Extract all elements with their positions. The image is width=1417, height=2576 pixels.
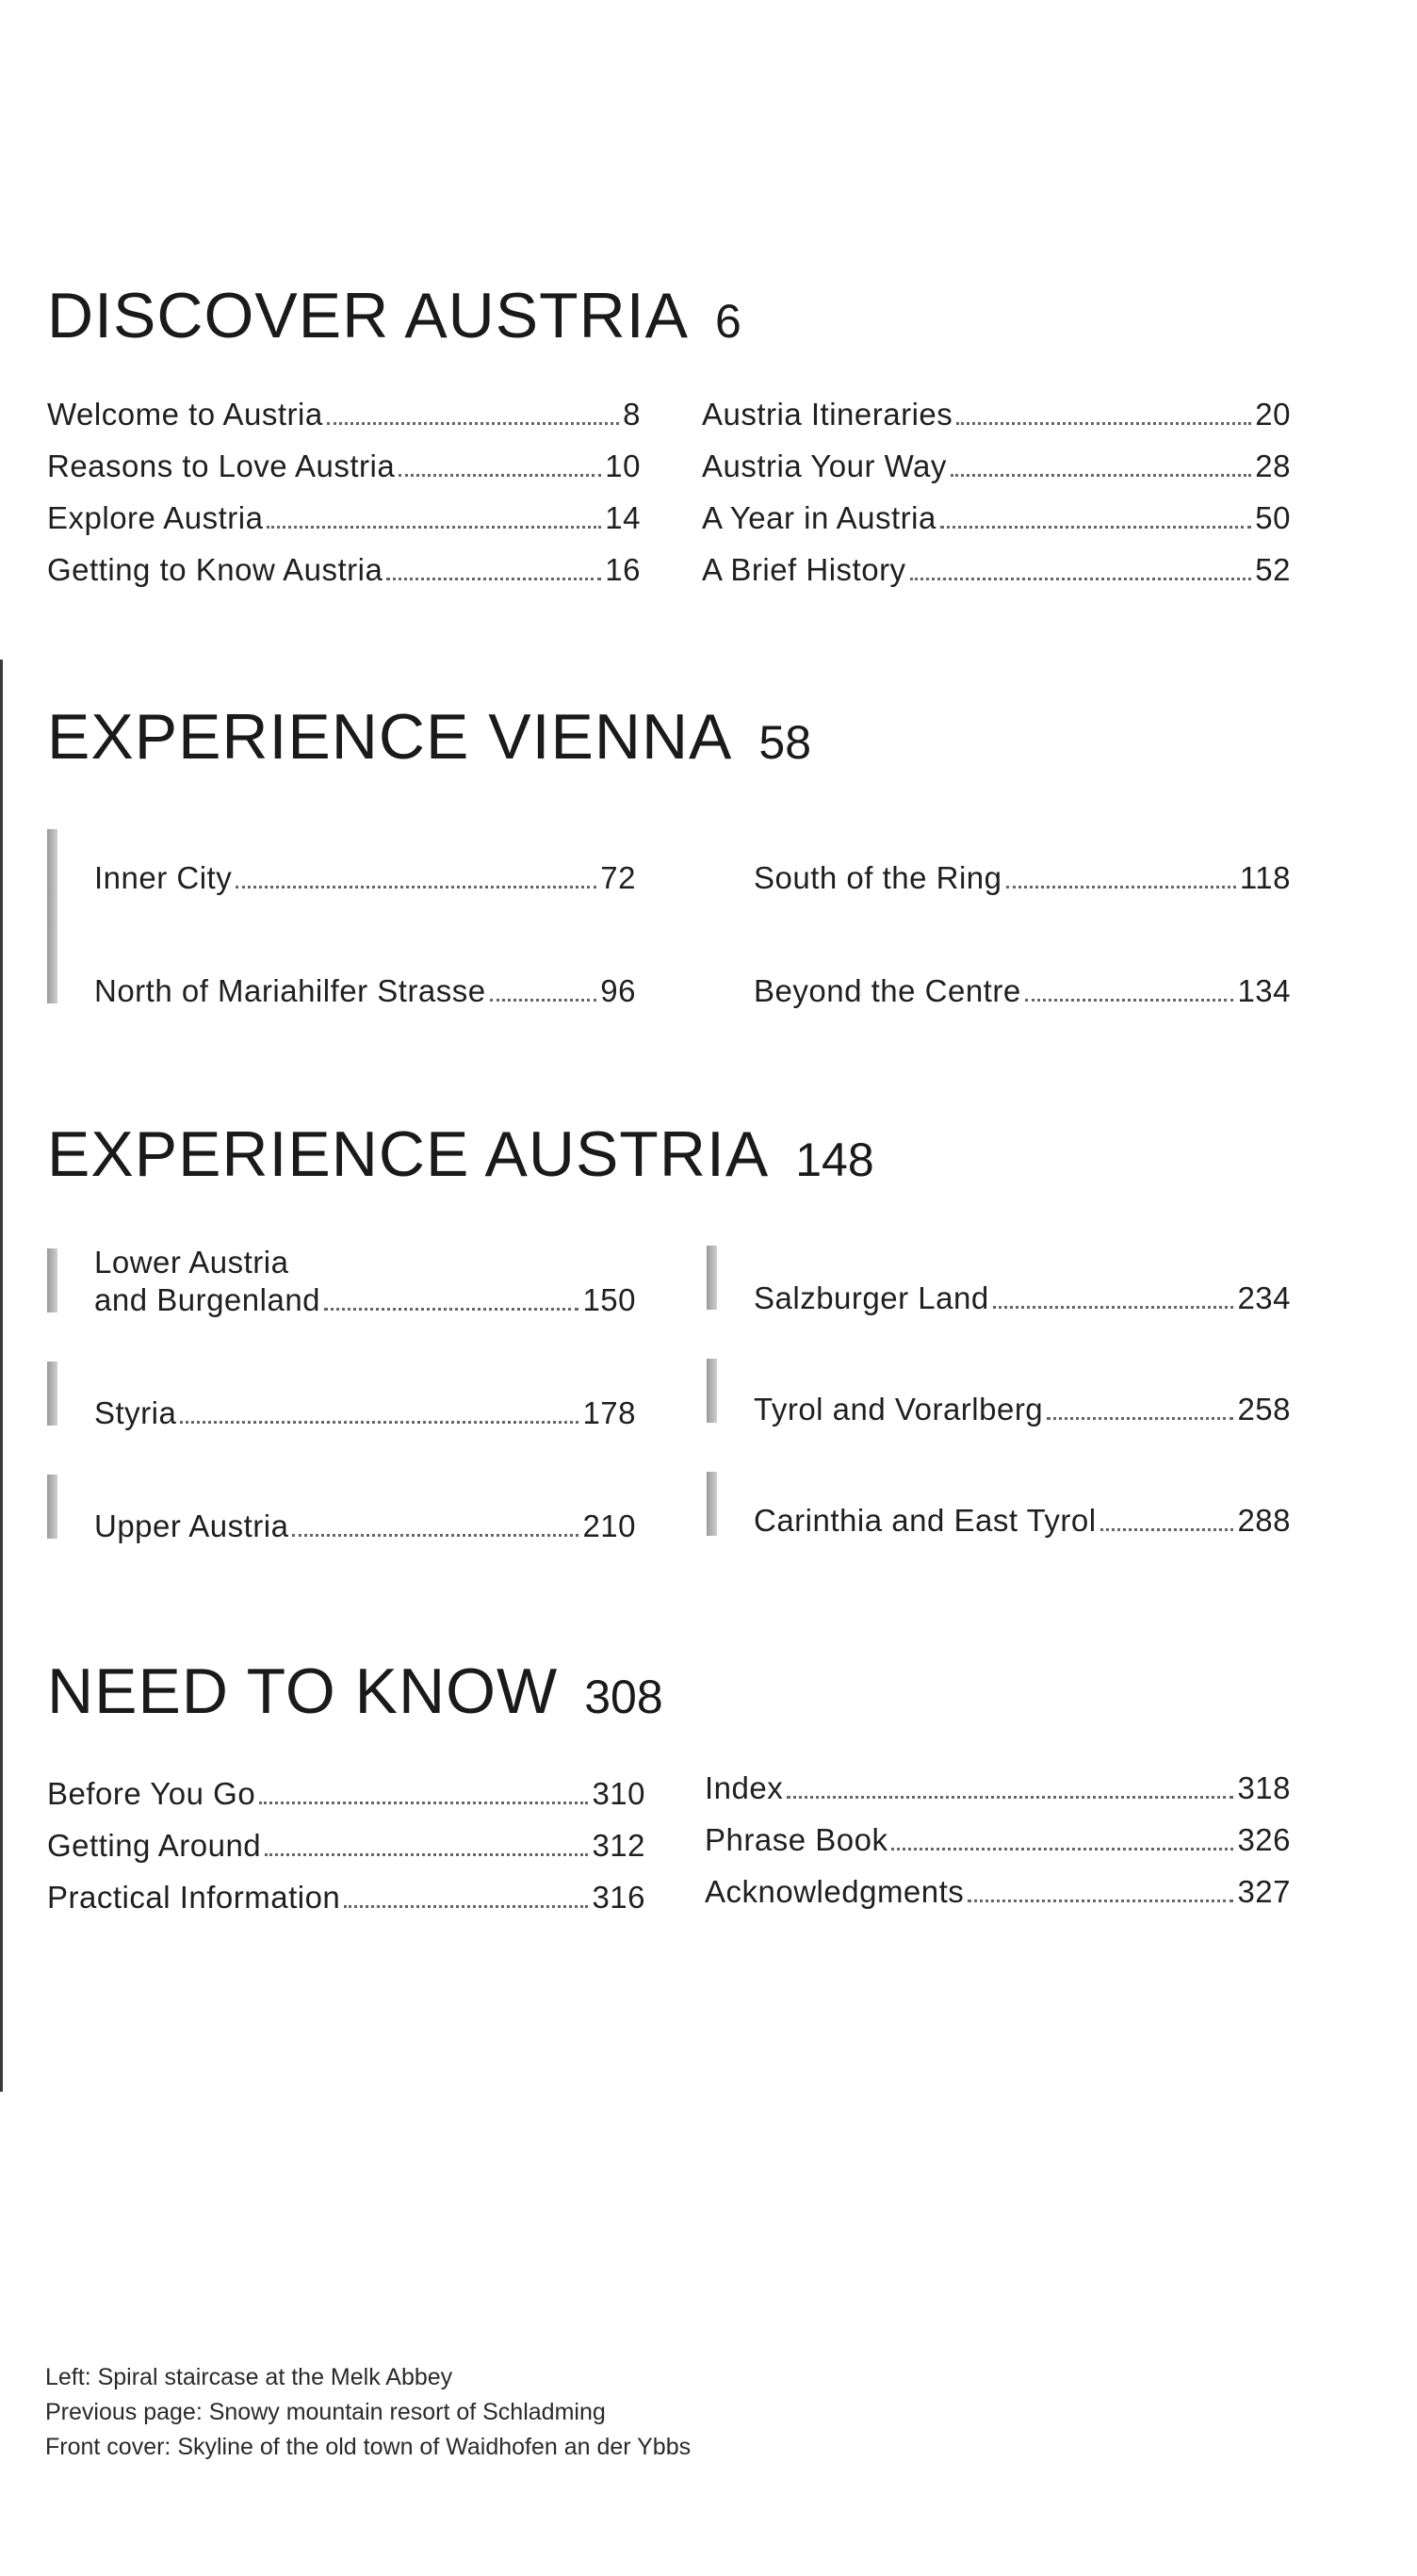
section-page-number: 58 [758,716,812,769]
leader-dots [259,1802,588,1804]
toc-entry-label: Getting Around [47,1828,262,1863]
section-color-bar [47,1361,57,1426]
toc-entry-page: 234 [1237,1280,1291,1315]
leader-dots [951,474,1251,477]
toc-entry-label: Upper Austria [94,1508,289,1543]
toc-entry-page: 310 [592,1776,645,1811]
section-title-text: EXPERIENCE AUSTRIA [47,1118,770,1190]
toc-entry-page: 316 [592,1880,645,1915]
toc-entry-label: Salzburger Land [754,1280,989,1315]
toc-entry-label: Phrase Book [705,1822,888,1857]
section-need-to-know [47,1654,1291,1735]
caption-left: Left: Spiral staircase at the Melk Abbey [45,2364,453,2390]
toc-entry-page: 96 [600,973,636,1008]
toc-entry[interactable] [754,859,1291,897]
section-title [47,1117,1291,1198]
toc-entry[interactable] [705,1821,1291,1859]
toc-entry-label: Getting to Know Austria [47,552,383,587]
toc-entry-page: 318 [1237,1770,1291,1805]
toc-entry-page: 10 [605,448,641,483]
section-color-bar [47,1475,57,1539]
toc-entry-label: A Year in Austria [702,500,937,535]
toc-entry-label: Acknowledgments [705,1874,965,1909]
toc-entry-label: Tyrol and Vorarlberg [754,1392,1044,1427]
leader-dots [1025,999,1234,1002]
leader-dots [324,1308,578,1311]
toc-entry-page: 326 [1237,1822,1291,1857]
toc-entry[interactable] [702,499,1291,537]
toc-entry[interactable] [47,1827,645,1865]
photo-captions [45,2360,691,2465]
toc-entry-page: 178 [582,1395,636,1430]
leader-dots [386,578,601,580]
section-color-bar [47,1248,57,1312]
toc-entry[interactable] [754,972,1291,1010]
section-experience-vienna [47,699,1291,780]
section-color-bar [707,1359,717,1423]
toc-entry[interactable] [94,1508,636,1545]
toc-entry[interactable] [47,499,641,537]
section-title-text: NEED TO KNOW [47,1655,559,1727]
leader-dots [267,526,601,529]
leader-dots [1100,1528,1234,1531]
section-title-text: EXPERIENCE VIENNA [47,701,733,773]
leader-dots [180,1421,578,1424]
caption-previous-page: Previous page: Snowy mountain resort of Schladming [45,2399,606,2425]
section-color-bar [47,829,57,1003]
toc-entry-page: 288 [1237,1503,1291,1538]
toc-entry[interactable] [702,396,1291,433]
page-edge-line [0,660,3,2092]
toc-entry-label: Lower Austria and Burgenland [94,1245,321,1317]
leader-dots [787,1796,1233,1799]
leader-dots [344,1905,588,1908]
toc-entry[interactable] [705,1769,1291,1807]
toc-entry[interactable] [47,448,641,485]
toc-entry-page: 150 [582,1282,636,1317]
toc-entry-label: A Brief History [702,552,906,587]
section-color-bar [707,1472,717,1536]
toc-entry-label: Austria Your Way [702,448,947,483]
toc-entry-page: 8 [623,397,641,432]
section-page-number: 308 [584,1671,663,1723]
section-discover-austria [47,278,1291,359]
toc-entry[interactable] [94,1244,636,1319]
toc-entry-label: Explore Austria [47,500,264,535]
toc-entry-label: Styria [94,1395,177,1430]
leader-dots [968,1899,1233,1902]
toc-entry[interactable] [47,1879,645,1916]
section-experience-austria [47,1117,1291,1198]
toc-entry-page: 258 [1237,1392,1291,1427]
leader-dots [265,1853,588,1856]
toc-entry[interactable] [754,1502,1291,1540]
toc-entry[interactable] [47,396,641,433]
toc-entry-label: Practical Information [47,1880,341,1915]
toc-entry[interactable] [754,1280,1291,1317]
toc-entry[interactable] [754,1391,1291,1428]
toc-entry-page: 312 [592,1828,645,1863]
section-title [47,699,1291,780]
section-title-text: DISCOVER AUSTRIA [47,280,690,351]
leader-dots [1006,886,1236,889]
leader-dots [910,578,1252,580]
leader-dots [993,1306,1234,1309]
leader-dots [399,474,601,477]
toc-entry-label: Austria Itineraries [702,397,953,432]
leader-dots [1047,1417,1233,1420]
section-title [47,1654,1291,1735]
toc-entry[interactable] [94,859,636,897]
section-title [47,278,1291,359]
toc-entry-label: Reasons to Love Austria [47,448,396,483]
section-page-number: 148 [795,1133,874,1186]
toc-entry-page: 72 [600,860,636,895]
section-color-bar [707,1246,717,1310]
toc-entry-page: 28 [1255,448,1291,483]
toc-entry-page: 20 [1255,397,1291,432]
toc-entry-label: South of the Ring [754,860,1002,895]
toc-entry[interactable] [705,1873,1291,1911]
toc-entry[interactable] [94,972,636,1010]
toc-entry[interactable] [47,551,641,589]
toc-entry-page: 14 [605,500,641,535]
leader-dots [327,422,619,425]
toc-entry-label: Carinthia and East Tyrol [754,1503,1097,1538]
toc-entry[interactable] [47,1775,645,1813]
toc-entry[interactable] [94,1394,636,1432]
toc-entry-label: Beyond the Centre [754,973,1021,1008]
toc-entry-label: Inner City [94,860,233,895]
toc-entry-label: Before You Go [47,1776,256,1811]
leader-dots [940,526,1251,529]
section-page-number: 6 [715,295,741,348]
toc-entry-page: 16 [605,552,641,587]
leader-dots [236,886,596,889]
leader-dots [891,1848,1233,1850]
toc-entry-page: 52 [1255,552,1291,587]
leader-dots [956,422,1251,425]
leader-dots [490,999,597,1002]
toc-entry[interactable] [702,551,1291,589]
toc-entry-page: 134 [1237,973,1291,1008]
toc-entry-page: 327 [1237,1874,1291,1909]
leader-dots [292,1534,578,1537]
toc-entry-label: Index [705,1770,784,1805]
caption-front-cover: Front cover: Skyline of the old town of Waidhofen an der Ybbs [45,2434,692,2460]
toc-entry-label: Welcome to Austria [47,397,323,432]
toc-entry-label: North of Mariahilfer Strasse [94,973,486,1008]
toc-entry-page: 118 [1239,860,1291,895]
toc-entry[interactable] [702,448,1291,485]
toc-entry-page: 210 [582,1508,636,1543]
toc-entry-page: 50 [1255,500,1291,535]
